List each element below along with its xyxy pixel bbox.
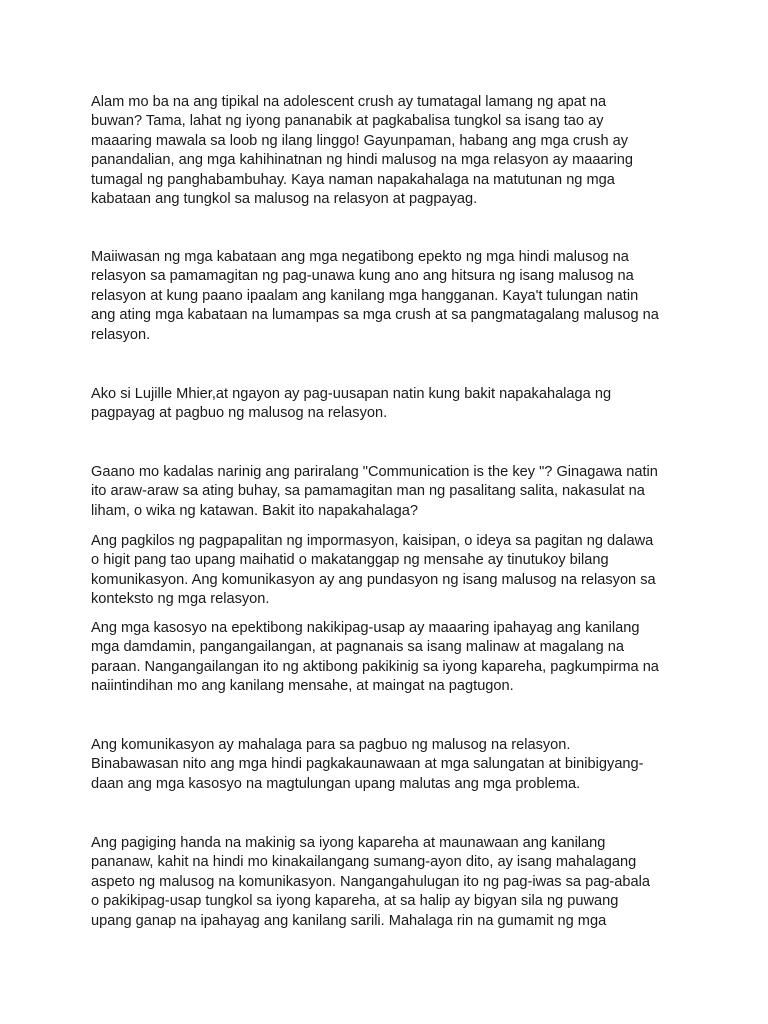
- paragraph-5: Ang pagkilos ng pagpapalitan ng impormasyon, kaisipan, o ideya sa pagitan ng dalawa o higit pang tao upang maihatid o makatanggap ng mensahe ay tinutukoy bilang komunikasyon. Ang komunikasyon ay ang pundasyon ng isang malusog na relasyon sa konteksto ng mga relasyon.: [91, 533, 656, 608]
- paragraph-3: Ako si Lujille Mhier,at ngayon ay pag-uusapan natin kung bakit napakahalaga ng pagpayag at pagbuo ng malusog na relasyon.: [91, 386, 612, 422]
- paragraph-7: Ang komunikasyon ay mahalaga para sa pagbuo ng malusog na relasyon. Binabawasan nito ang mga hindi pagkakaunawaan at mga salungatan at binibigyang- daan ang mga kasosyo na magtulungan upang malutas ang mga problema.: [91, 737, 644, 792]
- paragraph-2: Maiiwasan ng mga kabataan ang mga negatibong epekto ng mga hindi malusog na relasyon sa pamamagitan ng pag-unawa kung ano ang hitsura ng isang malusog na relasyon at kung paano ipaalam ang kanilang mga hangganan. Kaya't tulungan natin ang ating mga kabataan na lumampas sa mga crush at sa pangmatagalang malusog na relasyon.: [91, 249, 659, 343]
- paragraph-8: Ang pagiging handa na makinig sa iyong kapareha at maunawaan ang kanilang pananaw, kahit na hindi mo kinakailangang sumang-ayon dito, ay isang mahalagang aspeto ng malusog na komunikasyon. Nangangahulugan ito ng pag-iwas sa pag-abala o pakikipag-usap tungkol sa iyong kapareha, at sa halip ay bigyan sila ng puwang upang ganap na ipahayag ang kanilang sarili. Mahalaga rin na gumamit ng mga: [91, 835, 651, 929]
- paragraph-1: Alam mo ba na ang tipikal na adolescent crush ay tumatagal lamang ng apat na buwan? Tama, lahat ng iyong pananabik at pagkabalisa tungkol sa isang tao ay maaaring mawala sa loob ng ilang linggo! Gayunpaman, habang ang mga crush ay panandalian, ang mga kahihinatnan ng hindi malusog na mga relasyon ay maaaring tumagal ng panghabambuhay. Kaya naman napakahalaga na matutunan ng mga kabataan ang tungkol sa malusog na relasyon at pagpayag.: [91, 94, 633, 208]
- paragraph-6: Ang mga kasosyo na epektibong nakikipag-usap ay maaaring ipahayag ang kanilang mga damdamin, pangangailangan, at pagnanais sa isang malinaw at magalang na paraan. Nangangailangan ito ng aktibong pakikinig sa iyong kapareha, pagkumpirma na naiintindihan mo ang kanilang mensahe, at maingat na pagtugon.: [91, 620, 659, 695]
- paragraph-4: Gaano mo kadalas narinig ang pariralang "Communication is the key "? Ginagawa natin ito araw-araw sa ating buhay, sa pamamagitan man ng pasalitang salita, nakasulat na liham, o wika ng katawan. Bakit ito napakahalaga?: [91, 464, 658, 519]
